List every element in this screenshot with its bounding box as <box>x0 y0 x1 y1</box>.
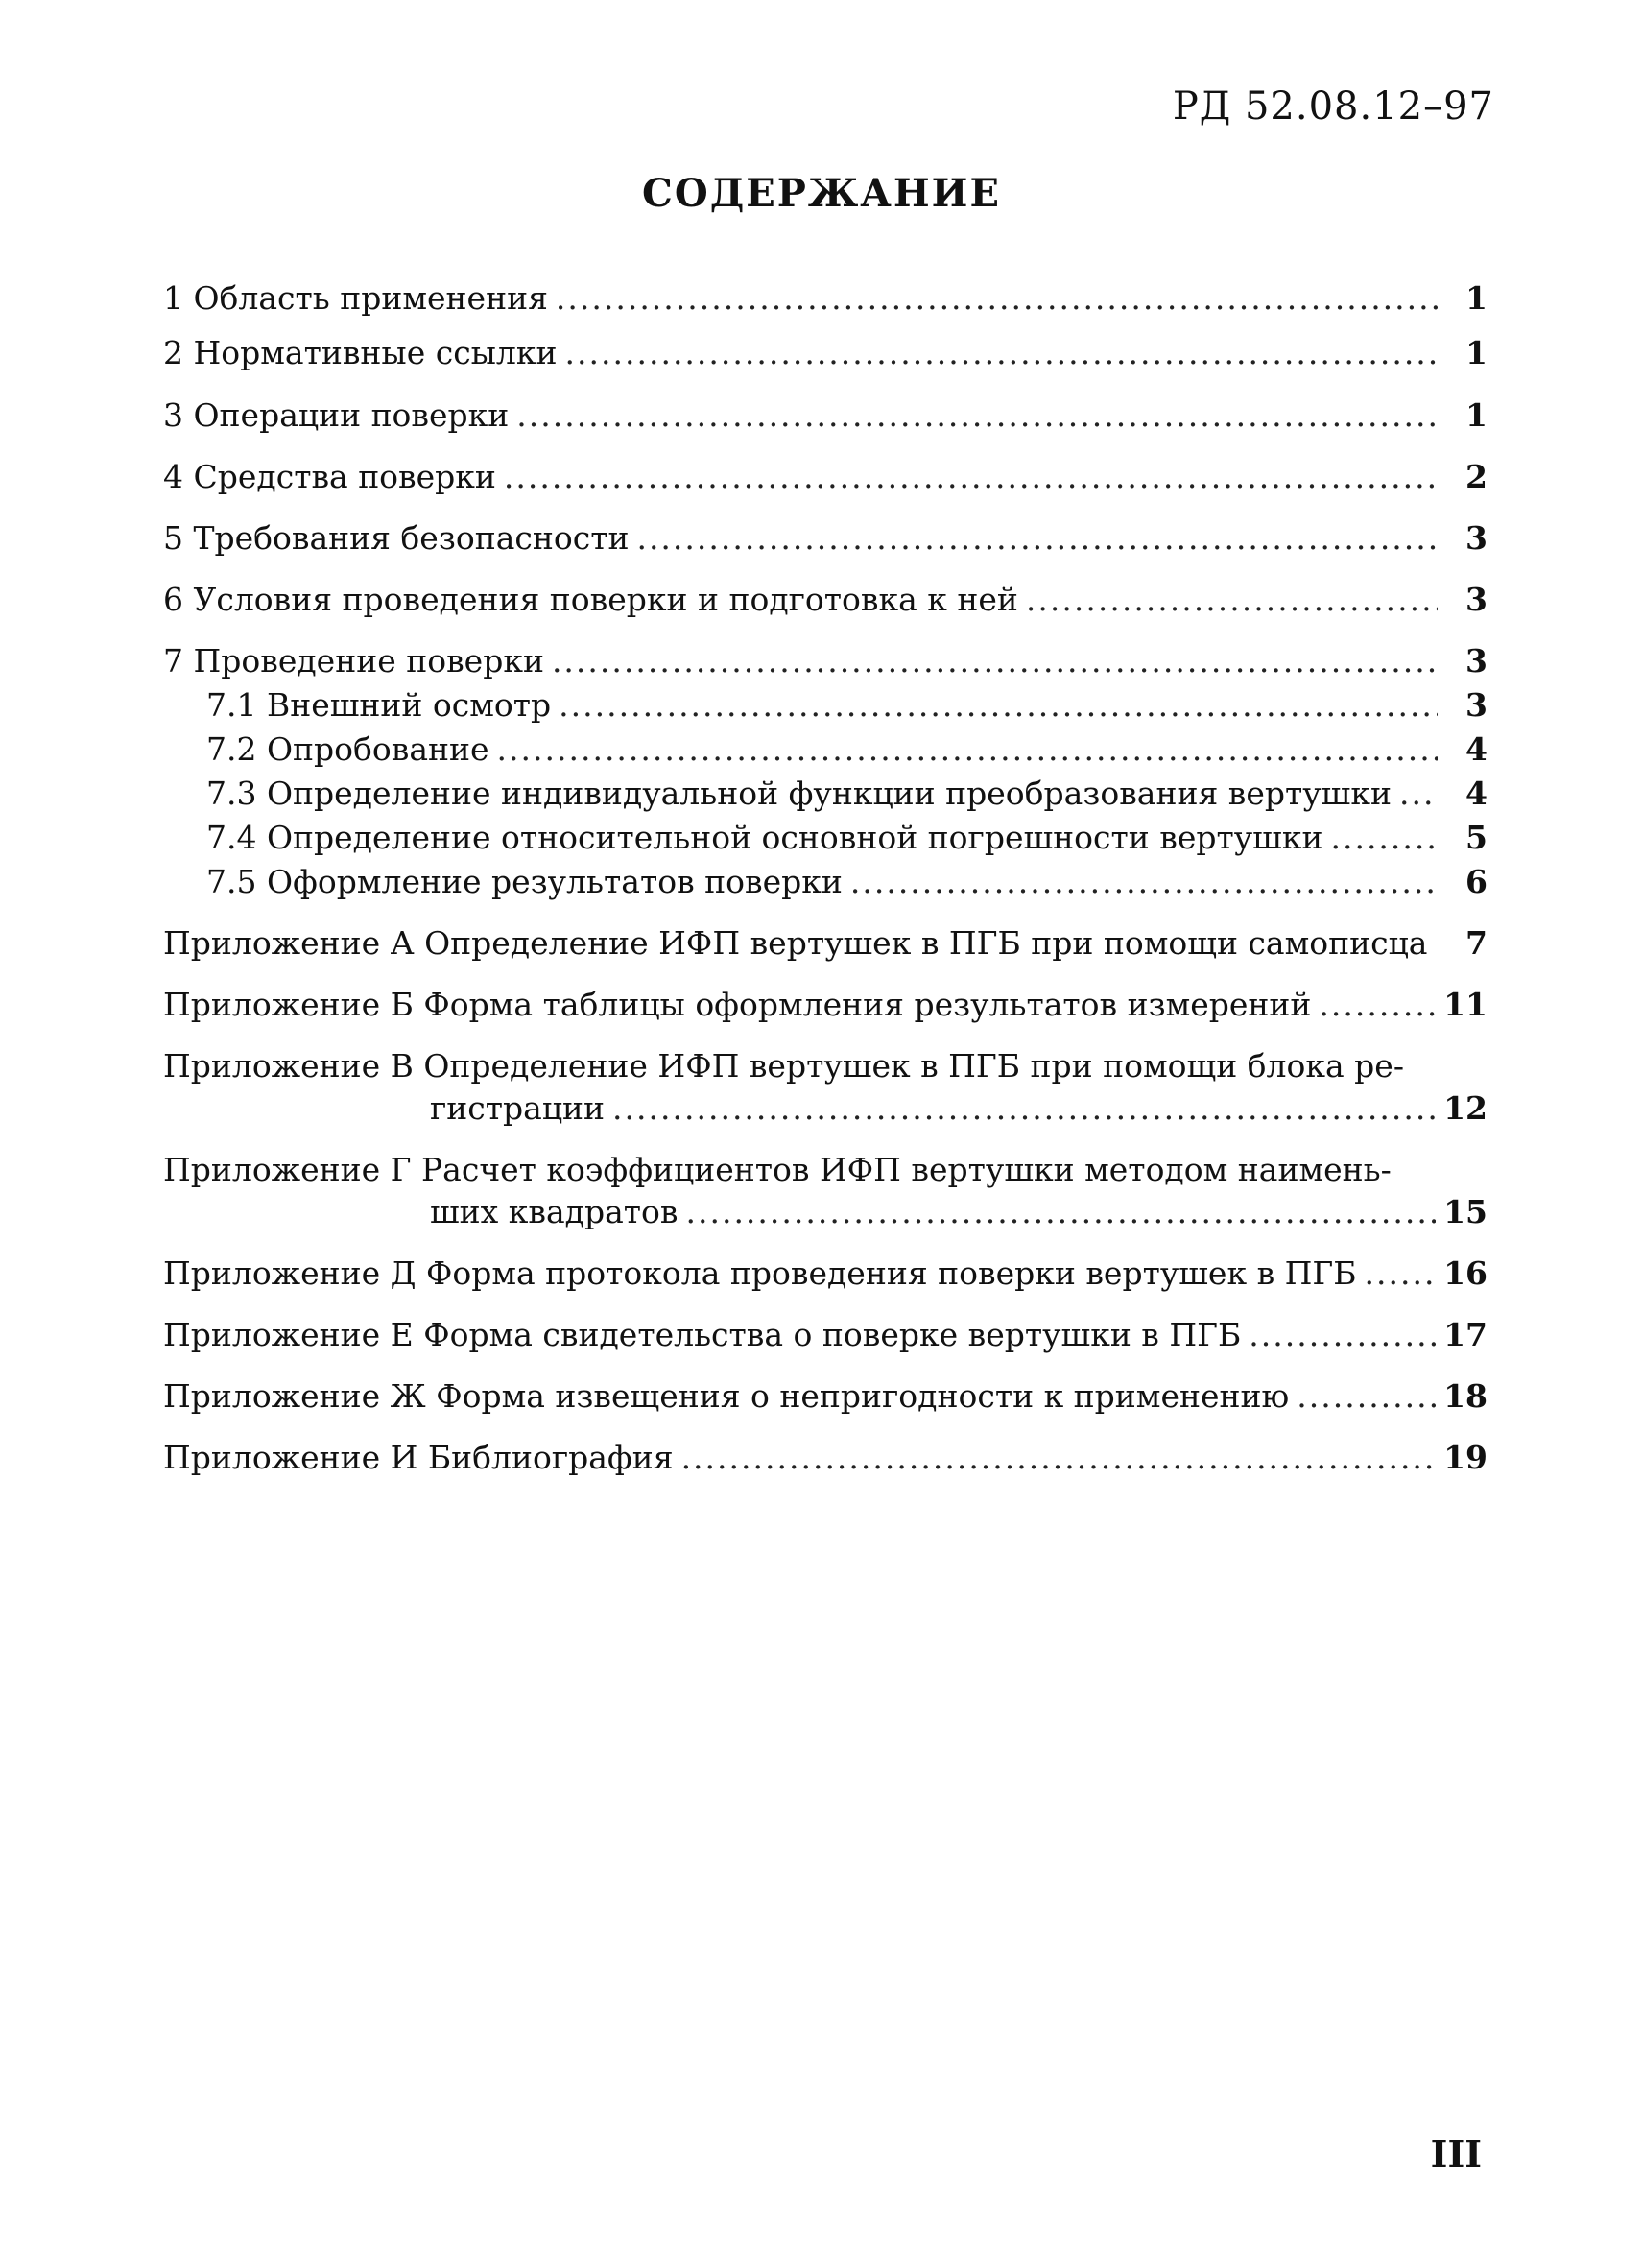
toc-leader-dots <box>1365 1253 1437 1294</box>
toc-entry-label: Приложение Е Форма свидетельства о поверке вертушки в ПГБ <box>163 1316 1242 1353</box>
toc-entry-appendix-a <box>163 923 1488 964</box>
toc-entry-7-1 <box>206 685 1488 726</box>
toc-entry-page: 5 <box>1465 819 1488 856</box>
toc-entry-label: 7.4 Определение относительной основной погрешности вертушки <box>206 819 1323 856</box>
toc-leader-dots <box>1249 1315 1436 1355</box>
toc-leader-dots <box>504 457 1438 497</box>
toc-entry-page: 11 <box>1443 986 1488 1023</box>
toc-entry-page: 3 <box>1465 642 1488 680</box>
toc-leader-dots <box>516 395 1438 436</box>
toc-entry-label: Приложение И Библиография <box>163 1439 674 1476</box>
toc-entry-7-3 <box>206 774 1488 814</box>
toc-entry-2 <box>163 333 1488 373</box>
toc-entry-label: 2 Нормативные ссылки <box>163 334 558 371</box>
toc-entry-page: 3 <box>1465 581 1488 618</box>
toc-leader-dots <box>559 685 1438 726</box>
toc-leader-dots <box>1399 774 1438 814</box>
toc-entry-7-5 <box>206 862 1488 902</box>
toc-leader-dots <box>850 862 1438 902</box>
toc-entry-appendix-i <box>163 1438 1488 1478</box>
toc-entry-page: 15 <box>1443 1193 1488 1230</box>
toc-entry-7 <box>163 641 1488 681</box>
toc-leader-dots <box>497 729 1438 770</box>
toc-entry-appendix-v-line2 <box>430 1088 1488 1129</box>
toc-leader-dots <box>685 1192 1436 1232</box>
toc-entry-label: 7.5 Оформление результатов поверки <box>206 863 843 900</box>
toc-entry-page: 1 <box>1465 334 1488 371</box>
toc-leader-dots <box>681 1438 1437 1478</box>
toc-entry-label: 3 Операции поверки <box>163 396 510 434</box>
toc-entry-7-2 <box>206 729 1488 770</box>
toc-entry-label: ших квадратов <box>430 1193 679 1230</box>
page-number: III <box>1430 2133 1482 2176</box>
toc-entry-page: 4 <box>1465 775 1488 812</box>
toc-entry-page: 3 <box>1465 686 1488 724</box>
toc-entry-label: Приложение Ж Форма извещения о непригодности к применению <box>163 1377 1290 1415</box>
toc-entry-label: Приложение Б Форма таблицы оформления результатов измерений <box>163 986 1312 1023</box>
toc-entry-page: 1 <box>1465 279 1488 317</box>
toc-entry-page: 12 <box>1443 1089 1488 1127</box>
toc-entry-label: гистрации <box>430 1089 606 1127</box>
toc-entry-appendix-e <box>163 1315 1488 1355</box>
toc-entry-label: 5 Требования безопасности <box>163 519 630 557</box>
toc-leader-dots <box>1330 818 1438 858</box>
toc-leader-dots <box>565 333 1438 373</box>
toc-entry-label: 1 Область применения <box>163 279 548 317</box>
page-title: СОДЕРЖАНИЕ <box>642 171 1001 216</box>
toc-leader-dots <box>552 641 1438 681</box>
toc-entry-page: 19 <box>1443 1439 1488 1476</box>
toc-leader-dots <box>556 278 1438 319</box>
toc-entry-label: 7.1 Внешний осмотр <box>206 686 552 724</box>
toc-entry-page: 1 <box>1465 396 1488 434</box>
toc-entry-label: 6 Условия проведения поверки и подготовка к ней <box>163 581 1018 618</box>
toc-entry-appendix-g-line1: Приложение Г Расчет коэффициентов ИФП вертушки методом наимень- <box>163 1151 1392 1188</box>
toc-entry-appendix-d <box>163 1253 1488 1294</box>
toc-leader-dots <box>1319 985 1436 1025</box>
toc-entry-page: 17 <box>1443 1316 1488 1353</box>
toc-entry-appendix-b <box>163 985 1488 1025</box>
toc-entry-page: 7 <box>1465 924 1488 962</box>
toc-entry-5 <box>163 518 1488 559</box>
toc-entry-appendix-v-line1: Приложение В Определение ИФП вертушек в ПГБ при помощи блока ре- <box>163 1047 1404 1085</box>
toc-entry-label: 7.2 Опробование <box>206 730 489 768</box>
toc-leader-dots <box>636 518 1438 559</box>
toc-entry-page: 4 <box>1465 730 1488 768</box>
toc-entry-1 <box>163 278 1488 319</box>
toc-entry-page: 16 <box>1443 1254 1488 1292</box>
toc-entry-page: 2 <box>1465 458 1488 495</box>
toc-entry-4 <box>163 457 1488 497</box>
toc-entry-appendix-g-line2 <box>430 1192 1488 1232</box>
toc-entry-label: 7 Проведение поверки <box>163 642 544 680</box>
toc-entry-label: Приложение А Определение ИФП вертушек в ПГБ при помощи самописца <box>163 924 1428 962</box>
toc-entry-page: 3 <box>1465 519 1488 557</box>
toc-entry-label: 7.3 Определение индивидуальной функции преобразования вертушки <box>206 775 1392 812</box>
toc-entry-appendix-zh <box>163 1376 1488 1417</box>
toc-leader-dots <box>1297 1376 1436 1417</box>
toc-entry-label: 4 Средства поверки <box>163 458 496 495</box>
toc-entry-page: 18 <box>1443 1377 1488 1415</box>
toc-leader-dots <box>612 1088 1436 1129</box>
toc-entry-3 <box>163 395 1488 436</box>
toc-entry-6 <box>163 580 1488 620</box>
toc-leader-dots <box>1026 580 1438 620</box>
document-code: РД 52.08.12–97 <box>1172 84 1494 129</box>
toc-entry-page: 6 <box>1465 863 1488 900</box>
toc-entry-label: Приложение Д Форма протокола проведения поверки вертушек в ПГБ <box>163 1254 1357 1292</box>
toc-leader-dots <box>1436 923 1439 964</box>
toc-entry-7-4 <box>206 818 1488 858</box>
